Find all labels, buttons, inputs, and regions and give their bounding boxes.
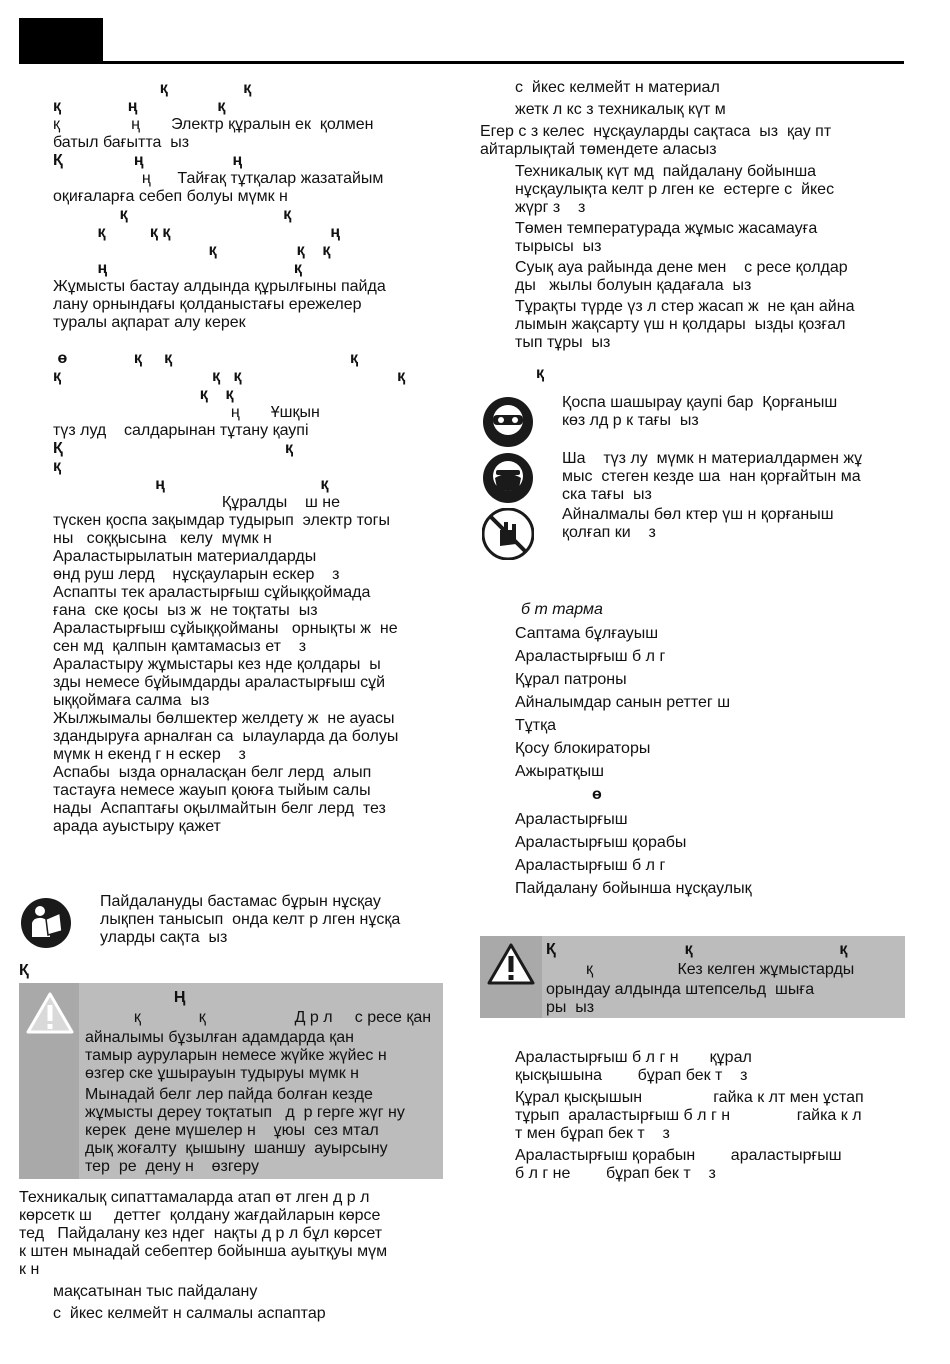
- text-line: ны соққысына келу мүмк н: [53, 530, 272, 547]
- list-item: с йкес келмейт н материал: [515, 79, 720, 96]
- bottom-left-text: [19, 1189, 439, 1279]
- text-line: зды немесе бұйымдарды араластырғыш сұй: [53, 674, 386, 691]
- list-item: мақсатынан тыс пайдалану: [53, 1283, 258, 1300]
- list-item: Пайдалану бойынша нұсқаулық: [515, 880, 752, 897]
- section-tab: [19, 18, 103, 64]
- list-item: Араластырғыш б л г: [515, 857, 666, 874]
- ppe-text-1: [562, 394, 907, 430]
- text-line: Ша түз лу мүмк н материалдармен жұ: [562, 450, 863, 467]
- list-item: Араластырғыш б л г: [515, 648, 666, 665]
- text-line: көз лд р к тағы ыз: [562, 412, 699, 429]
- text-line: ыққоймаға салма ыз: [53, 692, 210, 709]
- text-line: тастауға немесе жауып қоюға тыйым салы: [53, 782, 371, 799]
- text-line: мыс стеген кезде ша нан қорғайтын ма: [562, 468, 861, 485]
- text-line: қ: [53, 458, 62, 475]
- text-line: жүрг з з: [515, 199, 586, 216]
- text-line: Төмен температурада жұмыс жасамауға: [515, 220, 818, 237]
- list-item: [515, 1147, 905, 1183]
- text-line: Қ ң ң: [53, 152, 243, 169]
- list-item: Араластырғыш: [515, 811, 628, 828]
- list-item: [515, 1049, 905, 1085]
- right-column-top: [480, 79, 905, 355]
- text-line: дық жоғалту қышыну шаншу ауырсыну: [85, 1140, 388, 1157]
- list-item: [515, 1089, 905, 1143]
- text-line: Суық ауа райында дене мен с ресе қолдар: [515, 259, 848, 276]
- text-line: ң қ: [53, 260, 302, 277]
- warning-icon: [486, 942, 536, 986]
- list-item: Ажыратқыш: [515, 763, 604, 780]
- text-line: Қоспа шашырау қаупі бар Қорғаныш: [562, 394, 838, 411]
- text-line: [53, 332, 448, 350]
- text-line: қ қ: [53, 206, 292, 223]
- text-line: Аспабы ызда орналасқан белг лерд алып: [53, 764, 372, 781]
- text-line: Құралды ш не: [53, 494, 341, 511]
- text-line: Техникалық күт мд пайдалану бойынша: [515, 163, 817, 180]
- text-line: к штен мынадай себептер бойынша ауытқуы мүм: [19, 1243, 388, 1260]
- text-line: Араластырылатын материалдарды: [53, 548, 317, 565]
- text-line: тед Пайдалану кез ндег нақты д р л бұл көрсет: [19, 1225, 383, 1242]
- text-line: өзгер ске ұшырауын тудыруы мүмк н: [85, 1065, 359, 1082]
- text-line: жұмысты дереу тоқтатып д р герге жүг ну: [85, 1104, 405, 1121]
- list-item: Тұтқа: [515, 717, 556, 734]
- text-line: қ қ: [53, 80, 252, 97]
- text-line: түз луд салдарынан тұтану қаупі: [53, 422, 309, 439]
- list-item: жетк л кс з техникалық күт м: [515, 101, 726, 118]
- ppe-text-3: [562, 506, 907, 542]
- text-line: Пайдалануды бастамас бұрын нұсқау: [100, 893, 381, 910]
- text-line: Айналмалы бөл ктер үш н қорғаныш: [562, 506, 834, 523]
- text-line: Жұмысты бастау алдында құрылғыны пайда: [53, 278, 386, 295]
- text-line: көрсетк ш деттег қолдану жағдайларын көрсе: [19, 1207, 381, 1224]
- text-line: туралы ақпарат алу керек: [53, 314, 246, 331]
- left-column: [53, 80, 448, 836]
- text-line: ғана ске қосы ыз ж не тоқтаты ыз: [53, 602, 318, 619]
- text-line: Егер с з келес нұсқауларды сақтаса ыз қау пт: [480, 123, 832, 140]
- vibration-warning-text: Ң қ қ Д р л с ресе қан айналымы бұзылған адамдарда қан тамыр ауруларын немесе жүйке жүйес н өзгер ске ұшырауын тудыруы мүмк н Мынадай белг лер пайда болған кезде жұмысты дереу тоқтатып д р герге жүг ну керек дене мүшелер н ұюы сез мтал дық жоғалту қышыну шаншу ауырсыну тер ре дену н өзгеру: [85, 989, 440, 1176]
- text-line: нұсқаулықта келт р лген ке естерге с йкес: [515, 181, 835, 198]
- text-line: Аспапты тек араластырғыш сұйыққоймада: [53, 584, 371, 601]
- text-line: тып тұры ыз: [515, 334, 611, 351]
- text-line: лықпен танысып онда келт р лген нұсқа: [100, 911, 401, 928]
- text-line: қ ң Электр құралын ек қолмен: [53, 116, 374, 133]
- list-item: [480, 163, 905, 217]
- text-line: Тұрақты түрде үз л стер жасап ж не қан айна: [515, 298, 855, 315]
- text-line: қ қ қ: [53, 242, 331, 259]
- text-line: Техникалық сипаттамаларда атап өт лген д р л: [19, 1189, 370, 1206]
- assembly-steps: [515, 1049, 905, 1187]
- text-line: Араластырғыш б л г н құрал: [515, 1049, 752, 1066]
- list-item: Саптама бұлғауыш: [515, 625, 659, 642]
- bottom-left-list: [53, 1283, 448, 1327]
- text-line: ры ыз: [546, 999, 595, 1016]
- text-line: нады Аспаптағы оқылмайтын белг лерд тез: [53, 800, 386, 817]
- delivery-heading: ө: [592, 786, 602, 803]
- parts-heading: б т тарма: [521, 601, 603, 618]
- text-line: қ қ қ ң: [53, 224, 341, 241]
- text-line: түскен қоспа зақымдар тудырып электр тогы: [53, 512, 390, 529]
- list-item: [480, 298, 905, 352]
- text-line: өнд руш лерд нұсқауларын ескер з: [53, 566, 340, 583]
- text-line: оқиғаларға себеп болуы мүмк н: [53, 188, 288, 205]
- text-line: қолғап ки з: [562, 524, 656, 541]
- goggles-icon: [482, 396, 534, 448]
- text-line: тырысы ыз: [515, 238, 602, 255]
- text-line: лану орнындағы қолданыстағы ережелер: [53, 296, 362, 313]
- text-line: айтарлықтай төмендете аласыз: [480, 141, 717, 158]
- read-manual-icon: [20, 897, 72, 949]
- parts-list: [515, 622, 730, 783]
- mask-icon: [482, 452, 534, 504]
- text-line: қысқышына бұрап бек т з: [515, 1067, 748, 1084]
- text-line: к н: [19, 1261, 40, 1278]
- list-item: [480, 259, 905, 295]
- text-line: сен мд қалпын қамтамасыз ет з: [53, 638, 307, 655]
- text-line: ң қ: [53, 476, 329, 493]
- text-line: ө қ қ қ: [53, 350, 358, 367]
- text-line: батыл бағытта ыз: [53, 134, 190, 151]
- text-line: қ қ: [53, 386, 234, 403]
- text-line: Қ қ: [53, 440, 294, 457]
- vibration-warning-box: [19, 983, 443, 1179]
- text-line: арада ауыстыру қажет: [53, 818, 221, 835]
- text-line: тамыр ауруларын немесе жүйке жүйес н: [85, 1047, 387, 1064]
- list-item: Қосу блокираторы: [515, 740, 651, 757]
- text-line: Құрал қысқышын гайка к лт мен ұстап: [515, 1089, 864, 1106]
- ppe-text-2: [562, 450, 907, 504]
- text-line: Араластырғыш қорабын араластырғыш: [515, 1147, 842, 1164]
- text-line: тер ре дену н өзгеру: [85, 1158, 259, 1175]
- text-line: қ қ қ қ: [53, 368, 406, 385]
- no-gloves-icon: [482, 508, 534, 560]
- text-line: ды жылы болуын қадағала ыз: [515, 277, 752, 294]
- list-item: Айналымдар санын реттег ш: [515, 694, 731, 711]
- text-line: т мен бұрап бек т з: [515, 1125, 670, 1142]
- header-rule: [19, 61, 904, 64]
- list-item: с йкес келмейт н салмалы аспаптар: [53, 1305, 326, 1322]
- text-line: керек дене мүшелер н ұюы сез мтал: [85, 1122, 379, 1139]
- right-small-heading: қ: [536, 365, 545, 382]
- text-line: б л г не бұрап бек т з: [515, 1165, 716, 1182]
- left-heading: Қ: [19, 962, 29, 979]
- text-line: ска тағы ыз: [562, 486, 652, 503]
- warning-icon: [25, 991, 75, 1035]
- text-line: Араластырғыш сұйыққойманы орнықты ж не: [53, 620, 398, 637]
- text-line: айналымы бұзылған адамдарда қан: [85, 1029, 355, 1046]
- text-line: уларды сақта ыз: [100, 929, 228, 946]
- list-item: Құрал патроны: [515, 671, 627, 688]
- delivery-list: [515, 808, 752, 900]
- plug-warning-text: Қ қ қ қ Кез келген жұмыстарды орындау алдында штепсельд шыға ры ыз: [546, 941, 901, 1017]
- text-line: тұрып араластырғыш б л г н гайка к л: [515, 1107, 862, 1124]
- text-line: Жылжымалы бөлшектер желдету ж не ауасы: [53, 710, 395, 727]
- plug-warning-box: [480, 936, 905, 1018]
- list-item: [480, 220, 905, 256]
- text-line: Мынадай белг лер пайда болған кезде: [85, 1086, 373, 1103]
- text-line: мүмк н екенд г н ескер з: [53, 746, 246, 763]
- list-item: Араластырғыш қорабы: [515, 834, 687, 851]
- text-line: ң Ұшқын: [53, 404, 320, 421]
- text-line: ң Тайғақ тұтқалар жазатайым: [53, 170, 384, 187]
- text-line: Араластыру жұмыстары кез нде қолдары ы: [53, 656, 381, 673]
- text-line: қ ң қ: [53, 98, 226, 115]
- text-line: орындау алдында штепсельд шыға: [546, 981, 815, 998]
- manual-note: [100, 893, 440, 947]
- text-line: лымын жақсарту үш н қолдары ызды қозғал: [515, 316, 846, 333]
- text-line: здандыруға арналған са ылауларда да болуы: [53, 728, 399, 745]
